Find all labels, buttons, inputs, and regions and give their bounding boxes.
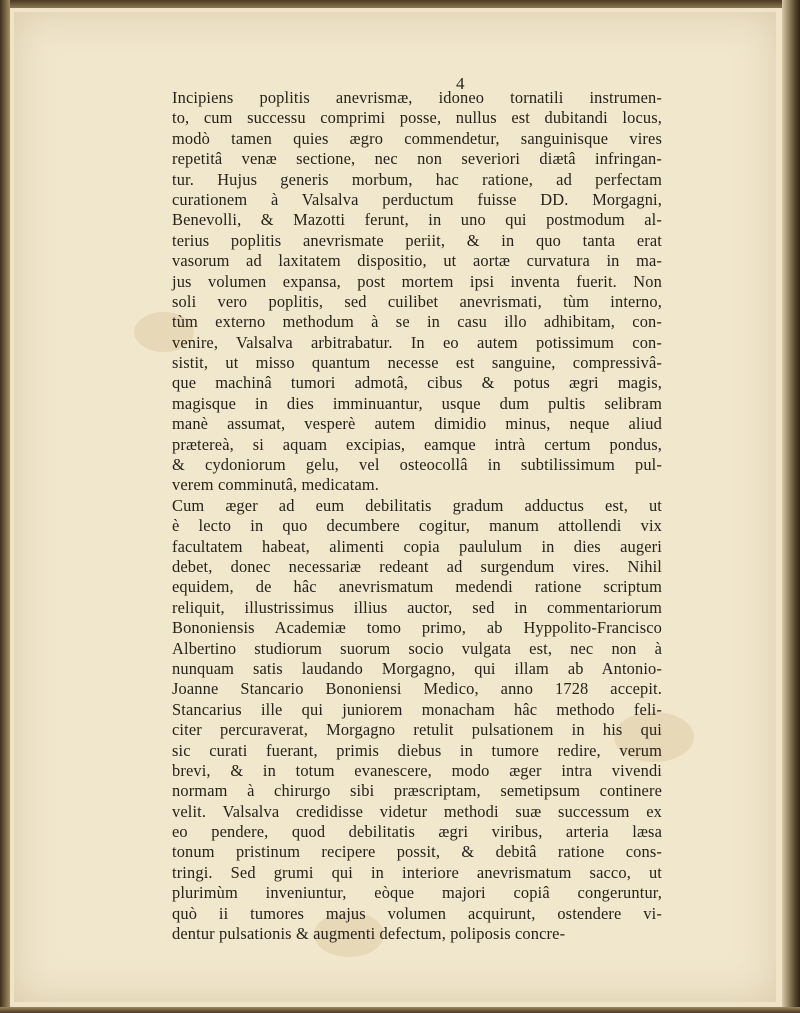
text-line: curationem à Valsalva perductum fuisse DD. Morgagni, [172,189,662,209]
text-line: vasorum ad laxitatem dispositio, ut aortæ curvatura in ma- [172,251,662,271]
page-number: 4 [456,74,465,93]
text-line: prætereà, si aquam excipias, eamque intrà certum pondus, [172,434,662,454]
text-line: que machinâ tumori admotâ, cibus & potus ægri magis, [172,373,662,393]
binding-edge-bottom [0,1007,800,1013]
text-line: normam à chirurgo sibi præscriptam, semetipsum continere [172,781,662,801]
text-line: Albertino studiorum suorum socio vulgata est, nec non à [172,638,662,658]
text-line: plurimùm inveniuntur, eòque majori copiâ congeruntur, [172,883,662,903]
text-line: equidem, de hâc anevrismatum medendi ratione scriptum [172,577,662,597]
text-line: Joanne Stancario Bononiensi Medico, anno 1728 accepit. [172,679,662,699]
text-line: verem comminutâ, medicatam. [172,475,380,495]
binding-edge-right [782,0,800,1013]
text-line: terius poplitis anevrismate periit, & in quo tanta erat [172,230,662,250]
text-line: reliquit, illustrissimus illius auctor, sed in commentariorum [172,597,662,617]
text-line: sistit, ut misso quantum necesse est sanguine, compressivâ- [172,353,662,373]
text-line: debet, donec necessariæ redeant ad surgendum vires. Nihil [172,556,662,576]
text-line: facultatem habeat, alimenti copia paululum in dies augeri [172,536,662,556]
text-line: manè assumat, vesperè autem dimidio minus, neque aliud [172,414,662,434]
text-line: tringi. Sed grumi qui in interiore anevrismatum sacco, ut [172,862,662,882]
body-text [172,88,662,944]
text-line: Cum æger ad eum debilitatis gradum adductus est, ut [172,495,662,515]
text-line: tùm externo methodum à se in casu illo adhibitam, con- [172,312,662,332]
text-line: Bononiensis Academiæ tomo primo, ab Hyppolito-Francisco [172,618,662,638]
text-line: & cydoniorum gelu, vel osteocollâ in subtilissimum pul- [172,455,662,475]
text-line: Benevolli, & Mazotti ferunt, in uno qui postmodum al- [172,210,662,230]
text-line: jus volumen expansa, post mortem ipsi inventa fuerit. Non [172,271,662,291]
text-line: sic curati fuerant, primis diebus in tumore redire, verum [172,740,662,760]
text-line: brevi, & in totum evanescere, modo æger intra vivendi [172,760,662,780]
text-line: soli vero poplitis, sed cuilibet anevrismati, tùm interno, [172,291,662,311]
text-line: repetitâ venæ sectione, nec non severiori diætâ infringan- [172,149,662,169]
text-line: citer percuraverat, Morgagno retulit pulsationem in his qui [172,720,662,740]
text-line: magisque in dies imminuantur, usque dum pultis selibram [172,393,662,413]
text-line: venire, Valsalva arbitrabatur. In eo autem potissimum con- [172,332,662,352]
text-line: to, cum successu comprimi posse, nullus est dubitandi locus, [172,108,662,128]
text-line: modò tamen quies ægro commendetur, sanguinisque vires [172,128,662,148]
binding-edge-top [0,0,800,8]
text-line: è lecto in quo decumbere cogitur, manum attollendi vix [172,516,662,536]
text-line: nunquam satis laudando Morgagno, qui illam ab Antonio- [172,658,662,678]
text-line: eo pendere, quod debilitatis ægri viribus, arteria læsa [172,822,662,842]
text-line: velit. Valsalva credidisse videtur methodi suæ successum ex [172,801,662,821]
text-line: tonum pristinum recipere possit, & debitâ ratione cons- [172,842,662,862]
text-line: Stancarius ille qui juniorem monacham hâc methodo feli- [172,699,662,719]
text-line: dentur pulsationis & augmenti defectum, poliposis concre- [172,924,566,944]
text-line: Incipiens poplitis anevrismæ, idoneo tornatili instrumen- [172,88,662,107]
text-line: quò ii tumores majus volumen acquirunt, ostendere vi- [172,903,662,923]
text-line: tur. Hujus generis morbum, hac ratione, ad perfectam [172,169,662,189]
binding-edge-left [0,0,10,1013]
